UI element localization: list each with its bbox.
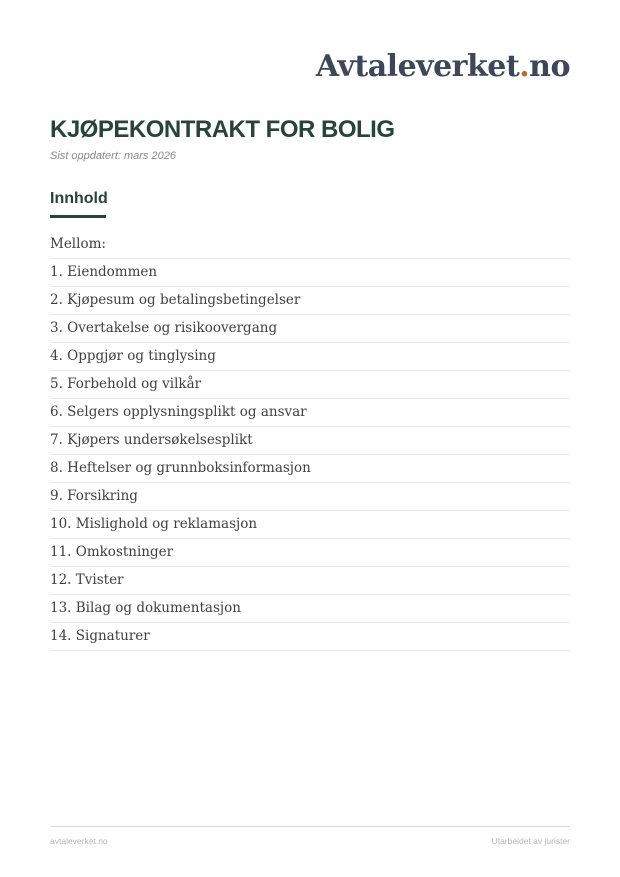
- toc-heading: Innhold: [50, 190, 108, 207]
- last-updated-text: Sist oppdatert: mars 2026: [50, 150, 176, 162]
- toc-item-10: 10. Mislighold og reklamasjon: [50, 511, 570, 539]
- toc-item-11: 11. Omkostninger: [50, 539, 570, 567]
- toc-item-13: 13. Bilag og dokumentasjon: [50, 595, 570, 623]
- footer-site-name: avtaleverket.no: [50, 836, 108, 846]
- toc-item-9: 9. Forsikring: [50, 483, 570, 511]
- toc-item-1: 1. Eiendommen: [50, 259, 570, 287]
- logo-dot: .: [519, 49, 530, 84]
- site-header: [50, 0, 570, 84]
- toc-item-8: 8. Heftelser og grunnboksinformasjon: [50, 455, 570, 483]
- logo-name: Avtaleverket: [315, 49, 520, 84]
- toc-item-4: 4. Oppgjør og tinglysing: [50, 343, 570, 371]
- toc-item-12: 12. Tvister: [50, 567, 570, 595]
- toc-item-6: 6. Selgers opplysningsplikt og ansvar: [50, 399, 570, 427]
- table-of-contents: [50, 231, 570, 651]
- toc-item-2: 2. Kjøpesum og betalingsbetingelser: [50, 287, 570, 315]
- avtaleverket-logo: [316, 50, 570, 84]
- page-title: KJØPEKONTRAKT FOR BOLIG: [50, 116, 395, 143]
- logo-tld: no: [529, 49, 570, 84]
- page-footer: [50, 826, 570, 846]
- toc-item-mellom: Mellom:: [50, 231, 570, 259]
- footer-tagline: Utarbeidet av jurister: [491, 836, 570, 846]
- toc-item-7: 7. Kjøpers undersøkelsesplikt: [50, 427, 570, 455]
- toc-item-14: 14. Signaturer: [50, 623, 570, 651]
- toc-item-3: 3. Overtakelse og risikoovergang: [50, 315, 570, 343]
- toc-item-5: 5. Forbehold og vilkår: [50, 371, 570, 399]
- toc-heading-underline: [50, 215, 106, 218]
